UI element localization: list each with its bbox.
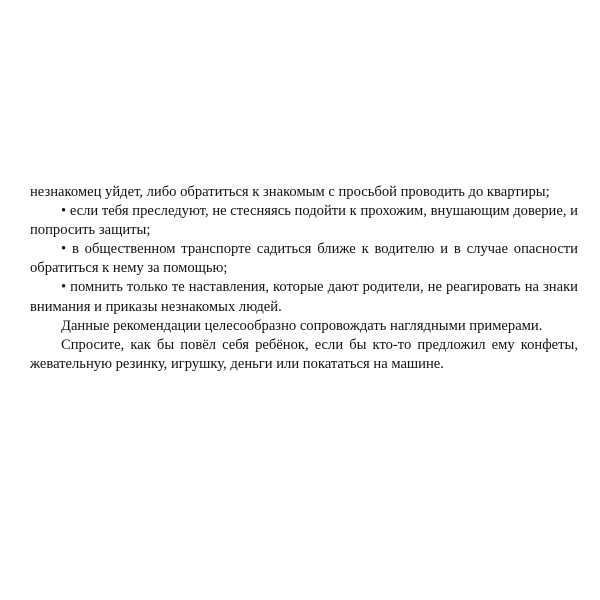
- bullet-icon: •: [61, 279, 67, 296]
- paragraph-text: Данные рекомендации целесообразно сопровождать наглядными примерами.: [61, 317, 543, 334]
- bullet-icon: •: [61, 241, 67, 258]
- document-text: [30, 183, 578, 374]
- paragraph-question: [30, 336, 578, 374]
- paragraph-text: Спросите, как бы повёл себя ребёнок, если бы кто-то предложил ему конфеты, жевательную резинку, игрушку, деньги или покататься на машине.: [30, 336, 578, 372]
- bullet-item-transport: [30, 240, 578, 278]
- bullet-icon: •: [61, 203, 67, 220]
- bullet-item-pursued: [30, 202, 578, 240]
- paragraph-recommendations: [30, 317, 578, 336]
- paragraph-continuation: [30, 183, 578, 202]
- bullet-text: если тебя преследуют, не стесняясь подойти к прохожим, внушающим доверие, и попросить защиты;: [30, 203, 578, 239]
- bullet-text: помнить только те наставления, которые дают родители, не реагировать на знаки внимания и приказы незнакомых людей.: [30, 279, 578, 315]
- bullet-text: в общественном транспорте садиться ближе к водителю и в случае опасности обратиться к нему за помощью;: [30, 241, 578, 277]
- bullet-item-parents: [30, 278, 578, 316]
- paragraph-text: незнакомец уйдет, либо обратиться к знакомым с просьбой проводить до квартиры;: [30, 184, 550, 200]
